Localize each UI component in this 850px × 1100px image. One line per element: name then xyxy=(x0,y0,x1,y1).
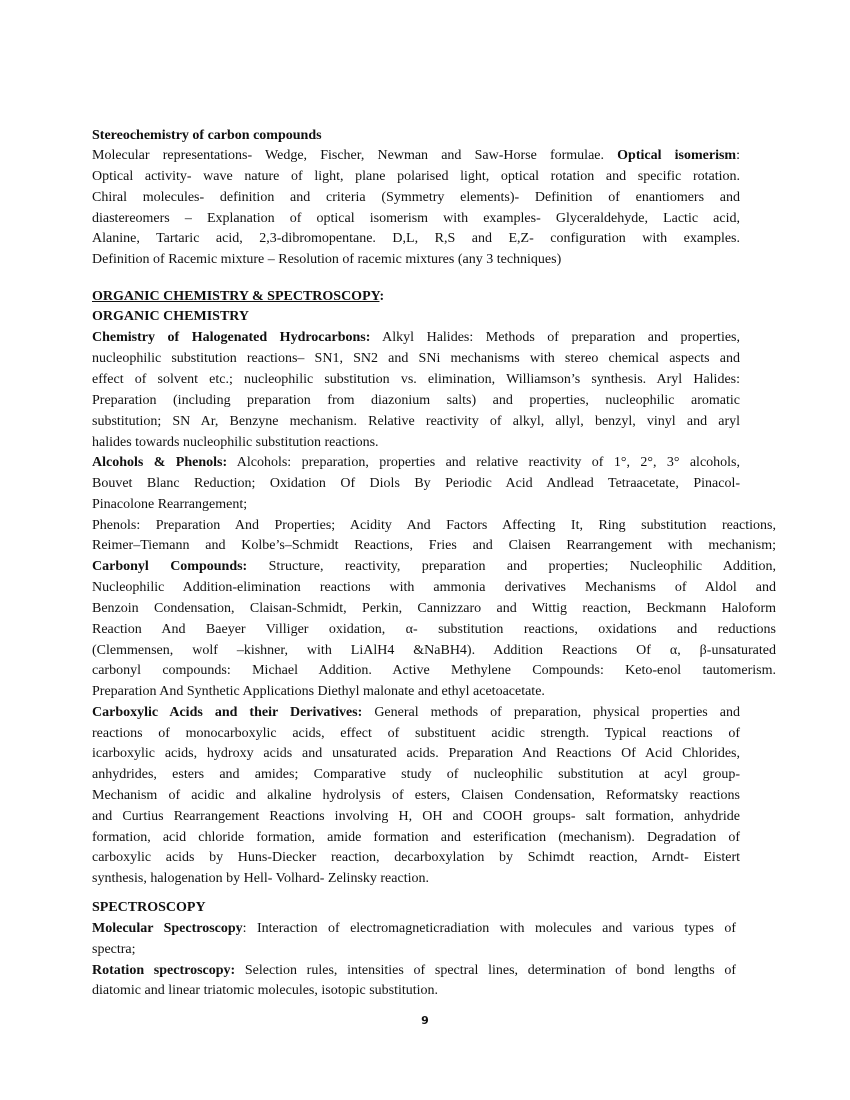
text-line xyxy=(92,433,740,453)
bold-heading-text: : xyxy=(379,289,385,304)
body-text: formation, acid chloride formation, amide formation and esterification (mechanism). Degradation of xyxy=(92,830,740,845)
body-text: Nucleophilic Addition-elimination reactions with ammonia derivatives Mechanisms of Aldol and xyxy=(92,580,776,595)
body-text: substitution; SN Ar, Benzyne mechanism. Relative reactivity of alkyl, allyl, benzyl, vinyl and aryl xyxy=(92,414,740,429)
text-line xyxy=(92,209,740,229)
text-line xyxy=(92,641,776,661)
bold-heading-text: Molecular Spectroscopy xyxy=(92,921,243,936)
body-text: spectra; xyxy=(92,942,136,957)
text-line xyxy=(92,391,740,411)
body-text: synthesis, halogenation by Hell- Volhard- Zelinsky reaction. xyxy=(92,871,429,886)
body-text: (Clemmensen, wolf –kishner, with LiAlH4 &NaBH4). Addition Reactions Of α, β-unsaturated xyxy=(92,643,776,658)
body-text: carboxylic acids by Huns-Diecker reaction, decarboxylation by Schimdt reaction, Arndt- Eistert xyxy=(92,850,740,865)
body-text: halides towards nucleophilic substitution reactions. xyxy=(92,435,379,450)
bold-heading-text: Carbonyl Compounds: xyxy=(92,559,248,574)
body-text: Selection rules, intensities of spectral lines, determination of bond lengths of xyxy=(235,963,736,978)
body-text: icarboxylic acids, hydroxy acids and unsaturated acids. Preparation And Reactions Of Acid Chlorides, xyxy=(92,746,740,761)
text-line xyxy=(92,495,740,515)
bold-heading-text: Alcohols & Phenols: xyxy=(92,455,228,470)
text-line xyxy=(92,869,740,889)
body-text: diastereomers – Explanation of optical isomerism with examples- Glyceraldehyde, Lactic acid, xyxy=(92,211,740,226)
body-text: reactions of monocarboxylic acids, effect of substituent acidic strength. Typical reactions of xyxy=(92,726,740,741)
body-text: effect of solvent etc.; nucleophilic substitution vs. elimination, Williamson’s synthesis. Aryl Halides: xyxy=(92,372,740,387)
body-text: Optical activity- wave nature of light, plane polarised light, optical rotation and specific rotation. xyxy=(92,169,740,184)
text-line xyxy=(92,682,776,702)
page-number: 9 xyxy=(421,1014,429,1027)
text-line xyxy=(92,126,740,146)
body-text: Alcohols: preparation, properties and relative reactivity of 1°, 2°, 3° alcohols, xyxy=(227,455,740,470)
text-line xyxy=(92,557,776,577)
bold-heading-text: Carboxylic Acids and their Derivatives: xyxy=(92,705,363,720)
text-line xyxy=(92,724,740,744)
text-line xyxy=(92,349,740,369)
bold-heading-text: Rotation spectroscopy: xyxy=(92,963,236,978)
text-line xyxy=(92,453,740,473)
text-line xyxy=(92,578,776,598)
text-line xyxy=(92,599,776,619)
body-text: diatomic and linear triatomic molecules, isotopic substitution. xyxy=(92,983,439,998)
text-line xyxy=(92,328,740,348)
text-line xyxy=(92,370,740,390)
text-line xyxy=(92,981,736,1001)
body-text: anhydrides, esters and amides; Comparative study of nucleophilic substitution at acyl group- xyxy=(92,767,740,782)
body-text: Alanine, Tartaric acid, 2,3-dibromopentane. D,L, R,S and E,Z- configuration with examples. xyxy=(92,231,740,246)
text-line xyxy=(92,919,736,939)
body-text: : Interaction of electromagneticradiation with molecules and various types of xyxy=(242,921,736,936)
text-line xyxy=(92,961,736,981)
text-line xyxy=(92,412,740,432)
text-line xyxy=(92,250,740,270)
body-text: Preparation And Synthetic Applications Diethyl malonate and ethyl acetoacetate. xyxy=(92,684,545,699)
text-line xyxy=(92,744,740,764)
body-text: Benzoin Condensation, Claisan-Schmidt, Perkin, Cannizzaro and Wittig reaction, Beckmann Haloform xyxy=(92,601,776,616)
body-text: Molecular representations- Wedge, Fischer, Newman and Saw-Horse formulae. xyxy=(92,148,618,163)
body-text: carbonyl compounds: Michael Addition. Active Methylene Compounds: Keto-enol tautomerism. xyxy=(92,663,776,678)
body-text: : xyxy=(736,148,740,163)
text-line xyxy=(92,287,740,307)
text-line xyxy=(92,786,740,806)
body-text: Pinacolone Rearrangement; xyxy=(92,497,248,512)
text-line xyxy=(92,536,776,556)
body-text: Alkyl Halides: Methods of preparation and properties, xyxy=(370,330,740,345)
body-text: nucleophilic substitution reactions– SN1, SN2 and SNi mechanisms with stereo chemical aspects and xyxy=(92,351,740,366)
body-text: Preparation (including preparation from diazonium salts) and properties, nucleophilic aromatic xyxy=(92,393,740,408)
text-line xyxy=(92,661,776,681)
body-text: General methods of preparation, physical properties and xyxy=(362,705,740,720)
text-line xyxy=(92,765,740,785)
body-text: Mechanism of acidic and alkaline hydrolysis of esters, Claisen Condensation, Reformatsky reactions xyxy=(92,788,740,803)
body-text: Chiral molecules- definition and criteria (Symmetry elements)- Definition of enantiomers and xyxy=(92,190,740,205)
body-text: Structure, reactivity, preparation and properties; Nucleophilic Addition, xyxy=(247,559,776,574)
text-line xyxy=(92,940,736,960)
text-line xyxy=(92,188,740,208)
text-line xyxy=(92,807,740,827)
text-line xyxy=(92,848,740,868)
text-line xyxy=(92,229,740,249)
body-text: Phenols: Preparation And Properties; Acidity And Factors Affecting It, Ring substitution reactions, xyxy=(92,518,776,533)
text-line xyxy=(92,146,740,166)
text-line xyxy=(92,620,776,640)
bold-heading-text: Optical isomerism xyxy=(617,148,737,163)
text-line xyxy=(92,703,740,723)
bold-heading-text: Stereochemistry of carbon compounds xyxy=(92,128,322,143)
text-line xyxy=(92,828,740,848)
text-line xyxy=(92,307,740,327)
text-line xyxy=(92,167,740,187)
text-line xyxy=(92,898,736,918)
bold-heading-text: SPECTROSCOPY xyxy=(92,900,206,915)
body-text: Bouvet Blanc Reduction; Oxidation Of Diols By Periodic Acid Andlead Tetraacetate, Pinacol- xyxy=(92,476,740,491)
text-line xyxy=(92,516,776,536)
body-text: and Curtius Rearrangement Reactions involving H, OH and COOH groups- salt formation, anhydride xyxy=(92,809,740,824)
body-text: Reaction And Baeyer Villiger oxidation, α- substitution reactions, oxidations and reductions xyxy=(92,622,776,637)
body-text: Definition of Racemic mixture – Resolution of racemic mixtures (any 3 techniques) xyxy=(92,252,562,267)
bold-heading-text: ORGANIC CHEMISTRY & SPECTROSCOPY xyxy=(92,289,380,304)
bold-heading-text: ORGANIC CHEMISTRY xyxy=(92,309,250,324)
text-line xyxy=(92,474,740,494)
bold-heading-text: Chemistry of Halogenated Hydrocarbons: xyxy=(92,330,371,345)
body-text: Reimer–Tiemann and Kolbe’s–Schmidt Reactions, Fries and Claisen Rearrangement with mechanism; xyxy=(92,538,776,553)
